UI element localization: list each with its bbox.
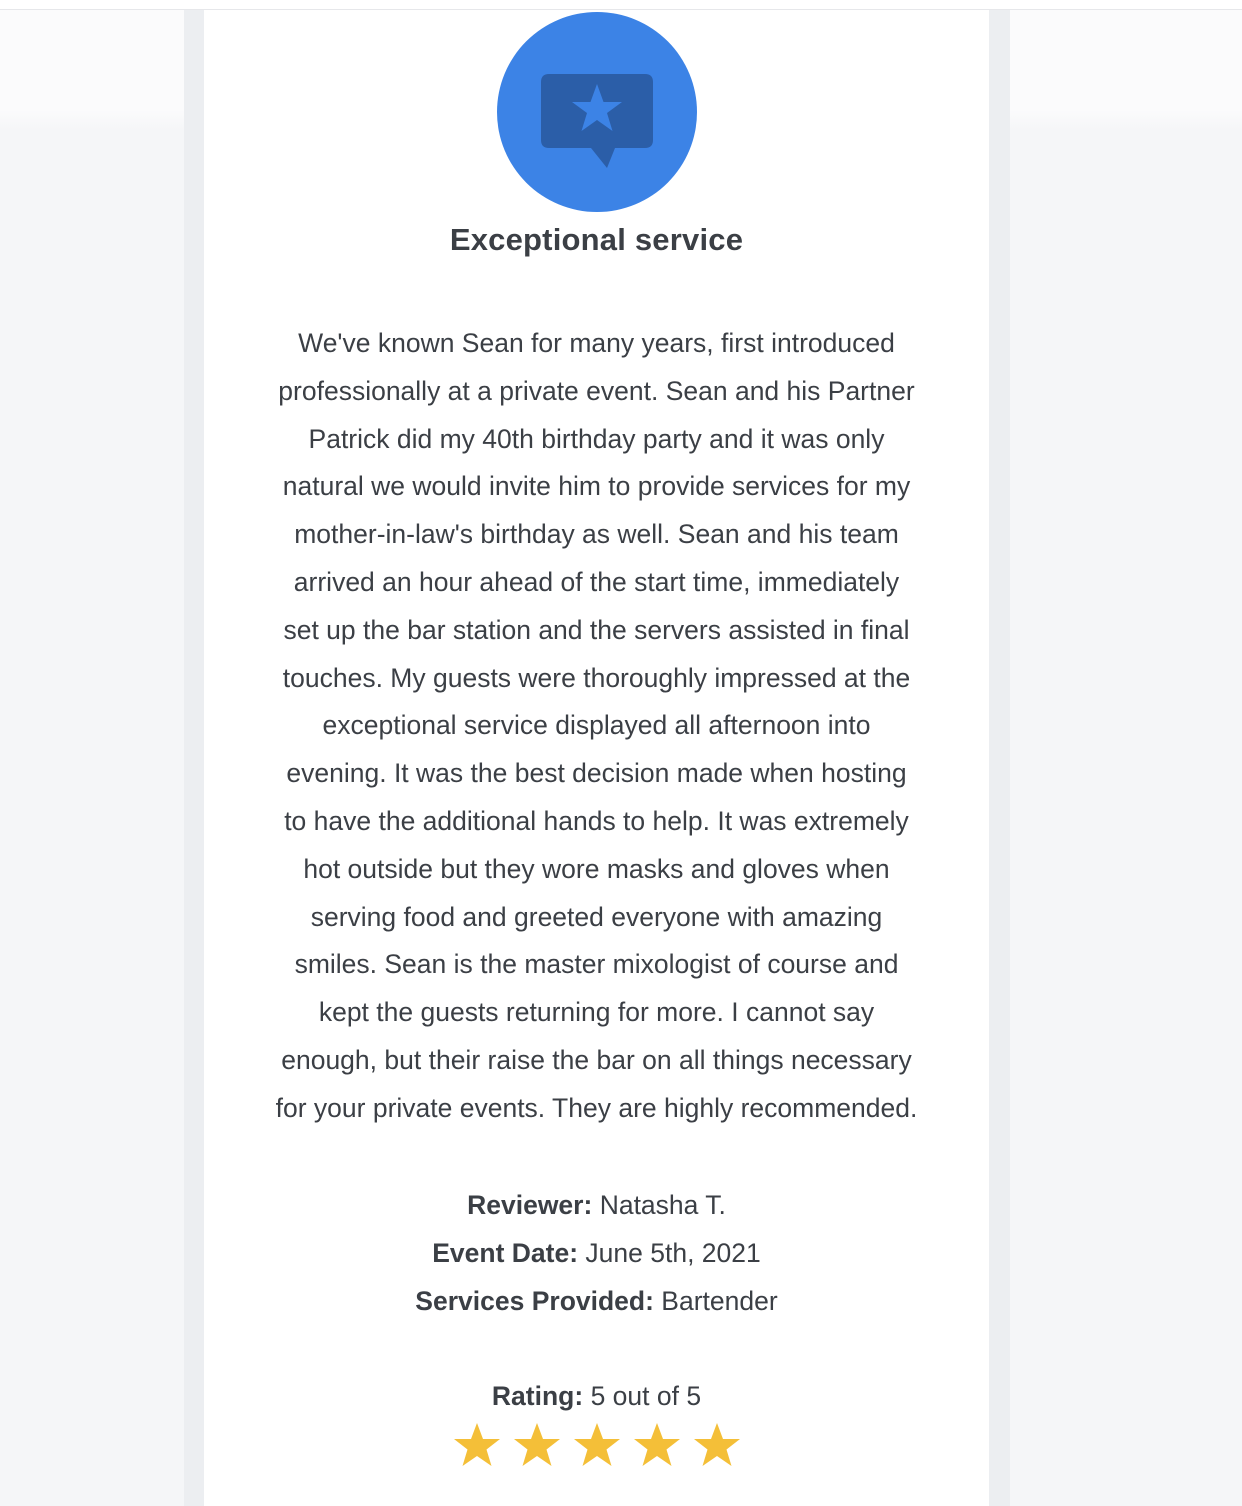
review-meta: [204, 1182, 989, 1325]
review-card: [204, 10, 989, 1506]
star-icon: [572, 1420, 622, 1470]
review-body-line: serving food and greeted everyone with amazing: [310, 901, 883, 932]
services-value: Bartender: [661, 1285, 778, 1316]
page-background-right: [1010, 10, 1242, 1506]
reviewer-name: Natasha T.: [599, 1190, 726, 1220]
review-body-line: kept the guests returning for more. I cannot say: [318, 997, 875, 1028]
review-body-line: arrived an hour ahead of the start time, immediately: [293, 566, 900, 597]
star-icon: [452, 1420, 502, 1470]
review-body-line: set up the bar station and the servers assisted in final: [283, 614, 910, 645]
review-body-line: Patrick did my 40th birthday party and it was only: [308, 423, 885, 454]
review-body-line: smiles. Sean is the master mixologist of course and: [294, 949, 899, 980]
star-icon: [692, 1420, 742, 1470]
review-body-line: natural we would invite him to provide services for my: [282, 471, 911, 502]
event-date-row: [204, 1230, 989, 1278]
rating-label: Rating:: [491, 1381, 584, 1411]
review-body-line: evening. It was the best decision made when hosting: [286, 758, 907, 789]
page-background-left: [0, 10, 184, 1506]
services-label: Services Provided:: [415, 1285, 654, 1316]
rating-row: [204, 1373, 989, 1421]
reviewer-row: [204, 1182, 989, 1230]
review-body-line: to have the additional hands to help. It was extremely: [284, 805, 909, 836]
review-star-chat-icon: [497, 12, 697, 212]
review-body-line: professionally at a private event. Sean and his Partner: [278, 375, 915, 406]
reviewer-label: Reviewer:: [467, 1190, 593, 1220]
review-body-line: touches. My guests were thoroughly impressed at the: [282, 662, 911, 693]
review-badge: [497, 12, 697, 212]
rating-value: 5 out of 5: [590, 1381, 702, 1411]
review-body-line: enough, but their raise the bar on all things necessary: [281, 1044, 912, 1075]
review-body-line: mother-in-law's birthday as well. Sean and his team: [294, 519, 899, 550]
star-icon: [512, 1420, 562, 1470]
review-body: [244, 320, 949, 1133]
review-body-line: exceptional service displayed all afternoon into: [322, 710, 871, 741]
review-body-line: We've known Sean for many years, first introduced: [298, 328, 895, 358]
review-body-line: for your private events. They are highly recommended.: [275, 1092, 918, 1123]
review-body-line: hot outside but they wore masks and gloves when: [303, 853, 890, 884]
event-date-value: June 5th, 2021: [585, 1237, 761, 1268]
top-divider: [0, 0, 1242, 10]
star-icon: [632, 1420, 682, 1470]
event-date-label: Event Date:: [432, 1237, 579, 1268]
services-row: [204, 1278, 989, 1326]
review-title: Exceptional service: [449, 222, 744, 257]
star-rating: [204, 1420, 989, 1480]
